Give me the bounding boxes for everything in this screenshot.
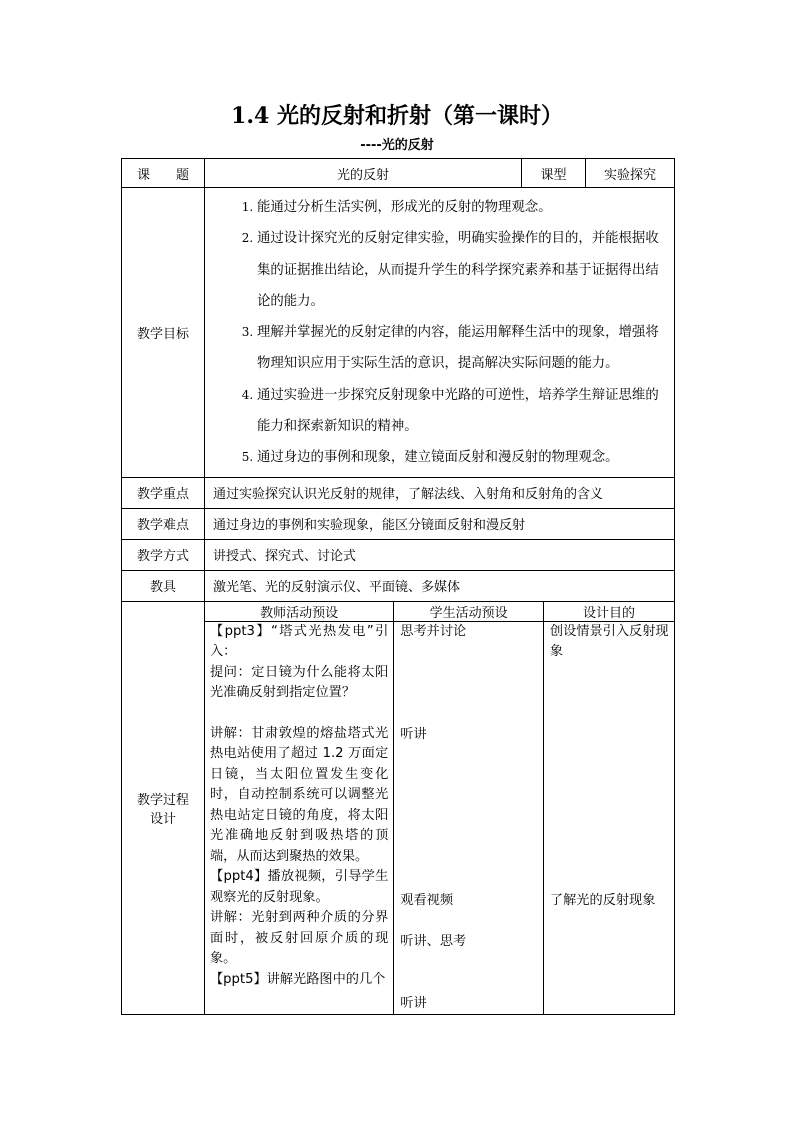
- tools-label: 教具: [122, 570, 205, 601]
- teacher-activity-column: [205, 621, 394, 1014]
- process-row: [122, 601, 675, 1014]
- method-label: 教学方式: [122, 539, 205, 570]
- goal-item: 3. 理解并掌握光的反射定律的内容，能运用解释生活中的现象，增强将物理知识应用于实际生活的意识，提高解决实际问题的能力。: [257, 317, 666, 380]
- lesson-plan-table: [121, 158, 675, 1015]
- method-value: 讲授式、探究式、讨论式: [205, 539, 675, 570]
- key-point-row: [122, 477, 675, 508]
- tools-value: 激光笔、光的反射演示仪、平面镜、多媒体: [205, 570, 675, 601]
- student-step: 听讲、思考: [400, 933, 467, 949]
- goals-row: [122, 188, 675, 478]
- key-point-value: 通过实验探究认识光反射的规律，了解法线、入射角和反射角的含义: [205, 477, 675, 508]
- process-body-row: [205, 621, 674, 1014]
- purpose-step: 创设情景引入反射现象: [549, 623, 669, 660]
- difficulty-row: [122, 508, 675, 539]
- student-step: 听讲: [400, 726, 427, 742]
- teacher-step: 【ppt5】讲解光路图中的几个: [210, 971, 386, 987]
- student-step: 思考并讨论: [400, 623, 467, 639]
- topic-value: 光的反射: [205, 159, 522, 188]
- design-purpose-header: 设计目的: [543, 602, 674, 622]
- goal-item: 2. 通过设计探究光的反射定律实验，明确实验操作的目的，并能根据收集的证据推出结论，从而提升学生的科学探究素养和基于证据得出结论的能力。: [257, 223, 666, 317]
- goal-item: 4. 通过实验进一步探究反射现象中光路的可逆性，培养学生辩证思维的能力和探索新知识的精神。: [257, 380, 666, 443]
- difficulty-value: 通过身边的事例和实验现象，能区分镜面反射和漫反射: [205, 508, 675, 539]
- key-point-label: 教学重点: [122, 477, 205, 508]
- goal-item: 1. 能通过分析生活实例，形成光的反射的物理观念。: [257, 192, 666, 223]
- goal-item: 5. 通过身边的事例和现象，建立镜面反射和漫反射的物理观念。: [257, 442, 666, 473]
- purpose-step: 了解光的反射现象: [549, 892, 656, 908]
- process-cell: [205, 601, 675, 1014]
- student-step: 观看视频: [400, 892, 454, 908]
- process-label-line2: 设计: [149, 811, 176, 827]
- page-title: 1.4 光的反射和折射（第一课时）: [231, 103, 563, 129]
- process-table: [205, 602, 674, 1014]
- goals-list-cell: [205, 188, 675, 478]
- teacher-activity-header: 教师活动预设: [205, 602, 394, 622]
- student-step: 听讲: [400, 995, 427, 1011]
- teacher-step: 【ppt4】播放视频，引导学生观察光的反射现象。: [210, 869, 389, 905]
- topic-row: [122, 159, 675, 188]
- student-activity-column: [394, 621, 544, 1014]
- lesson-type-label: 课型: [522, 159, 586, 188]
- goals-label: 教学目标: [122, 188, 205, 478]
- process-label-line1: 教学过程: [136, 792, 189, 808]
- design-purpose-column: [543, 621, 674, 1014]
- page-subtitle: ----光的反射: [360, 138, 434, 153]
- lesson-type-value: 实验探究: [586, 159, 675, 188]
- difficulty-label: 教学难点: [122, 508, 205, 539]
- method-row: [122, 539, 675, 570]
- tools-row: [122, 570, 675, 601]
- teacher-step: 讲解：甘肃敦煌的熔盐塔式光热电站使用了超过 1.2 万面定日镜，当太阳位置发生变化时，自动控制系统可以调整光热电站定日镜的角度，将太阳光准确地反射到吸热塔的顶端，从而达到聚热的效果。: [210, 725, 389, 864]
- teacher-step: 讲解：光射到两种介质的分界面时，被反射回原介质的现象。: [210, 910, 389, 967]
- topic-label: 课 题: [122, 159, 205, 188]
- process-label: [122, 601, 205, 1014]
- process-header-row: [205, 602, 674, 622]
- goals-list: [239, 192, 666, 474]
- teacher-step: 【ppt3】“塔式光热发电”引入：: [210, 623, 389, 660]
- teacher-step: 提问：定日镜为什么能将太阳光准确反射到指定位置？: [210, 664, 389, 701]
- student-activity-header: 学生活动预设: [394, 602, 544, 622]
